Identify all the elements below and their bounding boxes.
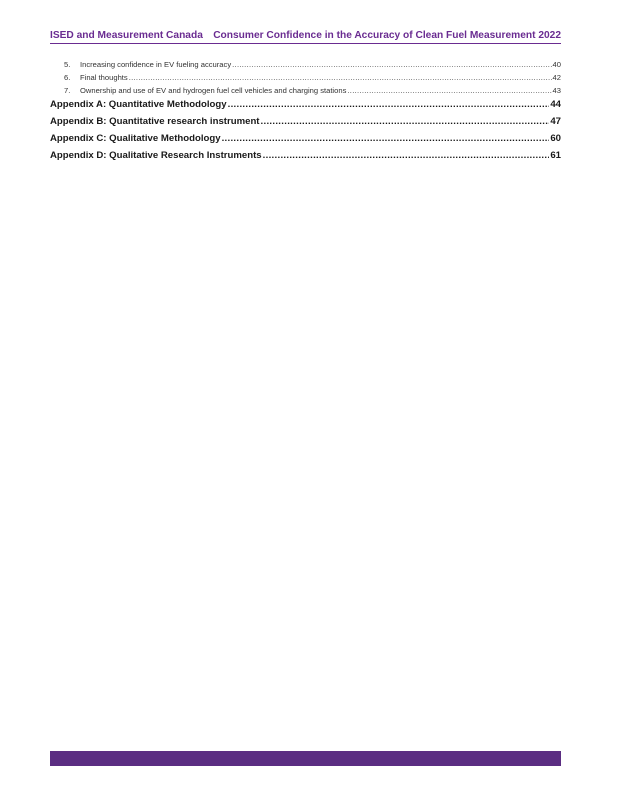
toc-entry-title: Increasing confidence in EV fueling accuracy (80, 60, 232, 69)
toc-dot-leader (228, 99, 550, 110)
toc-appendix-title: Appendix B: Quantitative research instrument (50, 116, 260, 127)
toc-dot-leader (129, 73, 552, 82)
toc-entry-5[interactable] (50, 60, 561, 73)
toc-entry-6[interactable] (50, 73, 561, 86)
toc-entry-title: Ownership and use of EV and hydrogen fuel cell vehicles and charging stations (80, 86, 347, 95)
toc-dot-leader (263, 150, 550, 161)
toc-appendix-title: Appendix C: Qualitative Methodology (50, 133, 221, 144)
toc-dot-leader (347, 86, 551, 95)
toc-appendix-page: 60 (550, 133, 561, 144)
toc-entry-7[interactable] (50, 86, 561, 99)
toc-entry-number: 6. (64, 73, 71, 82)
toc-entry-page: 40 (552, 60, 561, 69)
toc-appendix-c[interactable] (50, 133, 561, 150)
toc-dot-leader (222, 133, 550, 144)
toc-appendix-title: Appendix A: Quantitative Methodology (50, 99, 227, 110)
toc-appendix-d[interactable] (50, 150, 561, 167)
toc-appendix-b[interactable] (50, 116, 561, 133)
toc-appendix-title: Appendix D: Qualitative Research Instruments (50, 150, 262, 161)
toc-appendix-page: 61 (550, 150, 561, 161)
footer-bar (50, 751, 561, 766)
page-header (50, 30, 561, 44)
header-org: ISED and Measurement Canada (50, 30, 203, 41)
header-report-title: Consumer Confidence in the Accuracy of Clean Fuel Measurement 2022 (213, 30, 561, 41)
toc-appendix-a[interactable] (50, 99, 561, 116)
toc-entry-page: 42 (552, 73, 561, 82)
table-of-contents (50, 60, 561, 167)
toc-dot-leader (232, 60, 551, 69)
toc-entry-title: Final thoughts (80, 73, 128, 82)
toc-appendix-page: 44 (550, 99, 561, 110)
toc-entry-page: 43 (552, 86, 561, 95)
toc-entry-number: 7. (64, 86, 71, 95)
toc-appendix-page: 47 (550, 116, 561, 127)
toc-entry-number: 5. (64, 60, 71, 69)
toc-dot-leader (261, 116, 550, 127)
